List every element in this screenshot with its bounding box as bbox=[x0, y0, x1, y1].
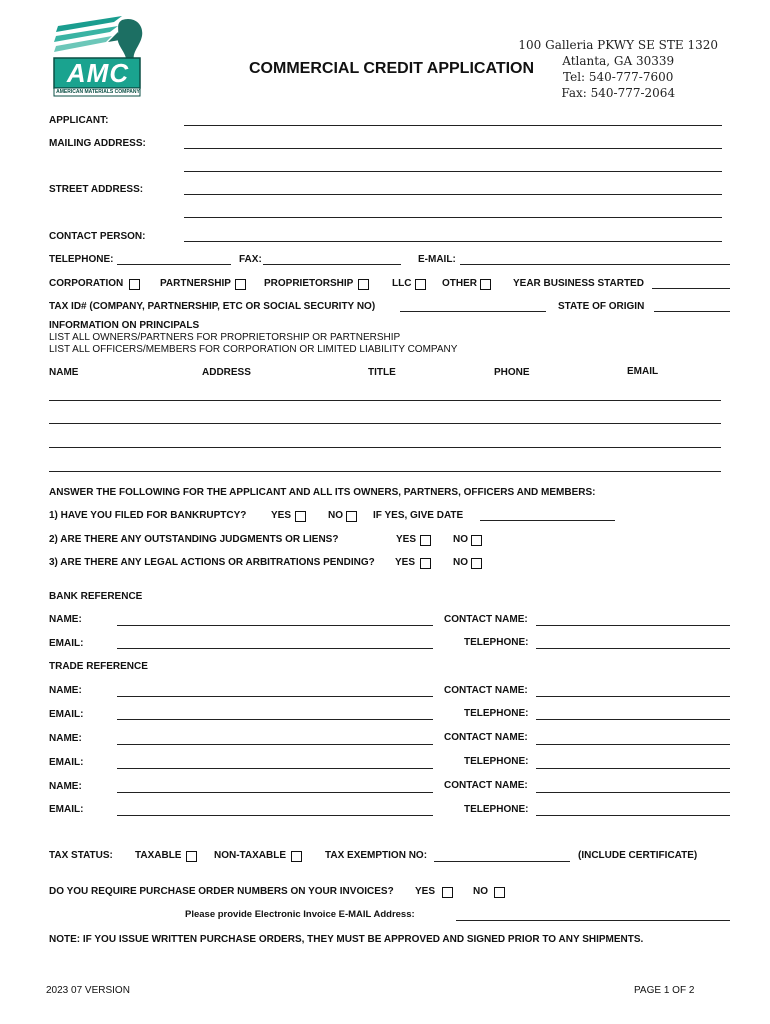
trade3-telephone-field[interactable] bbox=[536, 815, 730, 816]
principals-instruction-1: LIST ALL OWNERS/PARTNERS FOR PROPRIETORSHIP OR PARTNERSHIP bbox=[49, 332, 401, 343]
trade1-name-field[interactable] bbox=[117, 696, 433, 697]
partnership-checkbox[interactable] bbox=[235, 279, 246, 290]
legal-actions-no-checkbox[interactable] bbox=[471, 558, 482, 569]
trade3-name-field[interactable] bbox=[117, 792, 433, 793]
fax-field[interactable] bbox=[263, 264, 401, 265]
tax-id-field[interactable] bbox=[400, 311, 546, 312]
bankruptcy-no-checkbox[interactable] bbox=[346, 511, 357, 522]
llc-label: LLC bbox=[392, 278, 412, 289]
other-label: OTHER bbox=[442, 278, 477, 289]
po-yes-label: YES bbox=[415, 886, 436, 897]
corporation-label: CORPORATION bbox=[49, 278, 124, 289]
tax-exemption-field[interactable] bbox=[434, 861, 570, 862]
trade2-email-label: EMAIL: bbox=[49, 757, 84, 768]
principal-row-2[interactable] bbox=[49, 423, 721, 424]
applicant-field[interactable] bbox=[184, 125, 722, 126]
po-no-label: NO bbox=[473, 886, 488, 897]
po-no-checkbox[interactable] bbox=[494, 887, 505, 898]
non-taxable-checkbox[interactable] bbox=[291, 851, 302, 862]
page-title: COMMERCIAL CREDIT APPLICATION bbox=[249, 60, 535, 77]
trade3-email-field[interactable] bbox=[117, 815, 433, 816]
llc-checkbox[interactable] bbox=[415, 279, 426, 290]
trade1-email-label: EMAIL: bbox=[49, 709, 84, 720]
trade2-name-label: NAME: bbox=[49, 733, 82, 744]
version-label: 2023 07 VERSION bbox=[46, 985, 130, 996]
column-title: TITLE bbox=[368, 367, 396, 378]
purchase-order-note: NOTE: IF YOU ISSUE WRITTEN PURCHASE ORDERS, THEY MUST BE APPROVED AND SIGNED PRIOR TO ANY SHIPMENTS. bbox=[49, 934, 644, 945]
street-address-label: STREET ADDRESS: bbox=[49, 184, 144, 195]
judgments-yes-label: YES bbox=[396, 534, 417, 545]
judgments-question: 2) ARE THERE ANY OUTSTANDING JUDGMENTS OR LIENS? bbox=[49, 534, 339, 545]
bank-telephone-label: TELEPHONE: bbox=[464, 637, 529, 648]
bankruptcy-yes-checkbox[interactable] bbox=[295, 511, 306, 522]
trade1-name-label: NAME: bbox=[49, 685, 82, 696]
trade-reference-heading: TRADE REFERENCE bbox=[49, 661, 148, 672]
contact-person-label: CONTACT PERSON: bbox=[49, 231, 146, 242]
address-line-4: Fax: 540-777-2064 bbox=[561, 86, 676, 100]
po-question: DO YOU REQUIRE PURCHASE ORDER NUMBERS ON YOUR INVOICES? bbox=[49, 886, 394, 897]
include-certificate-label: (INCLUDE CERTIFICATE) bbox=[578, 850, 698, 861]
mailing-address-field-2[interactable] bbox=[184, 171, 722, 172]
column-address: ADDRESS bbox=[202, 367, 251, 378]
invoice-email-label: Please provide Electronic Invoice E-MAIL Address: bbox=[185, 909, 415, 920]
trade1-email-field[interactable] bbox=[117, 719, 433, 720]
state-of-origin-field[interactable] bbox=[654, 311, 730, 312]
taxable-checkbox[interactable] bbox=[186, 851, 197, 862]
principal-row-3[interactable] bbox=[49, 447, 721, 448]
trade2-name-field[interactable] bbox=[117, 744, 433, 745]
telephone-field[interactable] bbox=[117, 264, 231, 265]
mailing-address-label: MAILING ADDRESS: bbox=[49, 138, 146, 149]
bank-name-field[interactable] bbox=[117, 625, 433, 626]
tax-status-label: TAX STATUS: bbox=[49, 850, 113, 861]
column-phone: PHONE bbox=[494, 367, 530, 378]
bank-contact-field[interactable] bbox=[536, 625, 730, 626]
bankruptcy-no-label: NO bbox=[328, 510, 343, 521]
corporation-checkbox[interactable] bbox=[129, 279, 140, 290]
column-name: NAME bbox=[49, 367, 79, 378]
logo-subtitle: AMERICAN MATERIALS COMPANY bbox=[56, 89, 140, 95]
bank-reference-heading: BANK REFERENCE bbox=[49, 591, 143, 602]
proprietorship-checkbox[interactable] bbox=[358, 279, 369, 290]
bank-email-field[interactable] bbox=[117, 648, 433, 649]
street-address-field-2[interactable] bbox=[184, 217, 722, 218]
company-address bbox=[518, 37, 718, 101]
legal-actions-yes-checkbox[interactable] bbox=[420, 558, 431, 569]
bank-telephone-field[interactable] bbox=[536, 648, 730, 649]
bankruptcy-question: 1) HAVE YOU FILED FOR BANKRUPTCY? bbox=[49, 510, 247, 521]
bank-name-label: NAME: bbox=[49, 614, 82, 625]
trade1-telephone-label: TELEPHONE: bbox=[464, 708, 529, 719]
taxable-label: TAXABLE bbox=[135, 850, 182, 861]
partnership-label: PARTNERSHIP bbox=[160, 278, 231, 289]
bankruptcy-date-field[interactable] bbox=[480, 520, 615, 521]
trade1-telephone-field[interactable] bbox=[536, 719, 730, 720]
address-line-2: Atlanta, GA 30339 bbox=[562, 54, 675, 68]
page-number: PAGE 1 OF 2 bbox=[634, 985, 695, 996]
bank-contact-label: CONTACT NAME: bbox=[444, 614, 528, 625]
trade3-telephone-label: TELEPHONE: bbox=[464, 804, 529, 815]
logo-text: AMC bbox=[66, 58, 130, 88]
email-label: E-MAIL: bbox=[418, 254, 456, 265]
trade1-contact-label: CONTACT NAME: bbox=[444, 685, 528, 696]
principal-row-1[interactable] bbox=[49, 400, 721, 401]
tax-id-label: TAX ID# (COMPANY, PARTNERSHIP, ETC OR SOCIAL SECURITY NO) bbox=[49, 301, 376, 312]
state-of-origin-label: STATE OF ORIGIN bbox=[558, 301, 645, 312]
column-email: EMAIL bbox=[627, 366, 659, 377]
non-taxable-label: NON-TAXABLE bbox=[214, 850, 287, 861]
trade2-contact-label: CONTACT NAME: bbox=[444, 732, 528, 743]
other-checkbox[interactable] bbox=[480, 279, 491, 290]
trade2-email-field[interactable] bbox=[117, 768, 433, 769]
trade1-contact-field[interactable] bbox=[536, 696, 730, 697]
email-field[interactable] bbox=[460, 264, 730, 265]
judgments-no-label: NO bbox=[453, 534, 468, 545]
trade3-contact-field[interactable] bbox=[536, 792, 730, 793]
legal-actions-question: 3) ARE THERE ANY LEGAL ACTIONS OR ARBITRATIONS PENDING? bbox=[49, 557, 375, 568]
judgments-yes-checkbox[interactable] bbox=[420, 535, 431, 546]
principals-heading: INFORMATION ON PRINCIPALS bbox=[49, 320, 200, 331]
trade3-name-label: NAME: bbox=[49, 781, 82, 792]
company-logo bbox=[52, 12, 148, 98]
address-line-1: 100 Galleria PKWY SE STE 1320 bbox=[518, 38, 718, 52]
judgments-no-checkbox[interactable] bbox=[471, 535, 482, 546]
po-yes-checkbox[interactable] bbox=[442, 887, 453, 898]
proprietorship-label: PROPRIETORSHIP bbox=[264, 278, 354, 289]
contact-person-field[interactable] bbox=[184, 241, 722, 242]
street-address-field-1[interactable] bbox=[184, 194, 722, 195]
legal-actions-no-label: NO bbox=[453, 557, 468, 568]
trade2-contact-field[interactable] bbox=[536, 744, 730, 745]
principals-instruction-2: LIST ALL OFFICERS/MEMBERS FOR CORPORATION OR LIMITED LIABILITY COMPANY bbox=[49, 344, 458, 355]
year-started-label: YEAR BUSINESS STARTED bbox=[513, 278, 644, 289]
trade2-telephone-field[interactable] bbox=[536, 768, 730, 769]
legal-actions-yes-label: YES bbox=[395, 557, 416, 568]
trade3-email-label: EMAIL: bbox=[49, 804, 84, 815]
fax-label: FAX: bbox=[239, 254, 262, 265]
questions-heading: ANSWER THE FOLLOWING FOR THE APPLICANT AND ALL ITS OWNERS, PARTNERS, OFFICERS AND MEMBERS: bbox=[49, 487, 596, 498]
bank-email-label: EMAIL: bbox=[49, 638, 84, 649]
mailing-address-field-1[interactable] bbox=[184, 148, 722, 149]
address-line-3: Tel: 540-777-7600 bbox=[563, 70, 674, 84]
invoice-email-field[interactable] bbox=[456, 920, 730, 921]
principal-row-4[interactable] bbox=[49, 471, 721, 472]
tax-exemption-label: TAX EXEMPTION NO: bbox=[325, 850, 428, 861]
trade3-contact-label: CONTACT NAME: bbox=[444, 780, 528, 791]
year-started-field[interactable] bbox=[652, 288, 730, 289]
bankruptcy-yes-label: YES bbox=[271, 510, 292, 521]
telephone-label: TELEPHONE: bbox=[49, 254, 114, 265]
bankruptcy-date-label: IF YES, GIVE DATE bbox=[373, 510, 464, 521]
applicant-label: APPLICANT: bbox=[49, 115, 109, 126]
trade2-telephone-label: TELEPHONE: bbox=[464, 756, 529, 767]
